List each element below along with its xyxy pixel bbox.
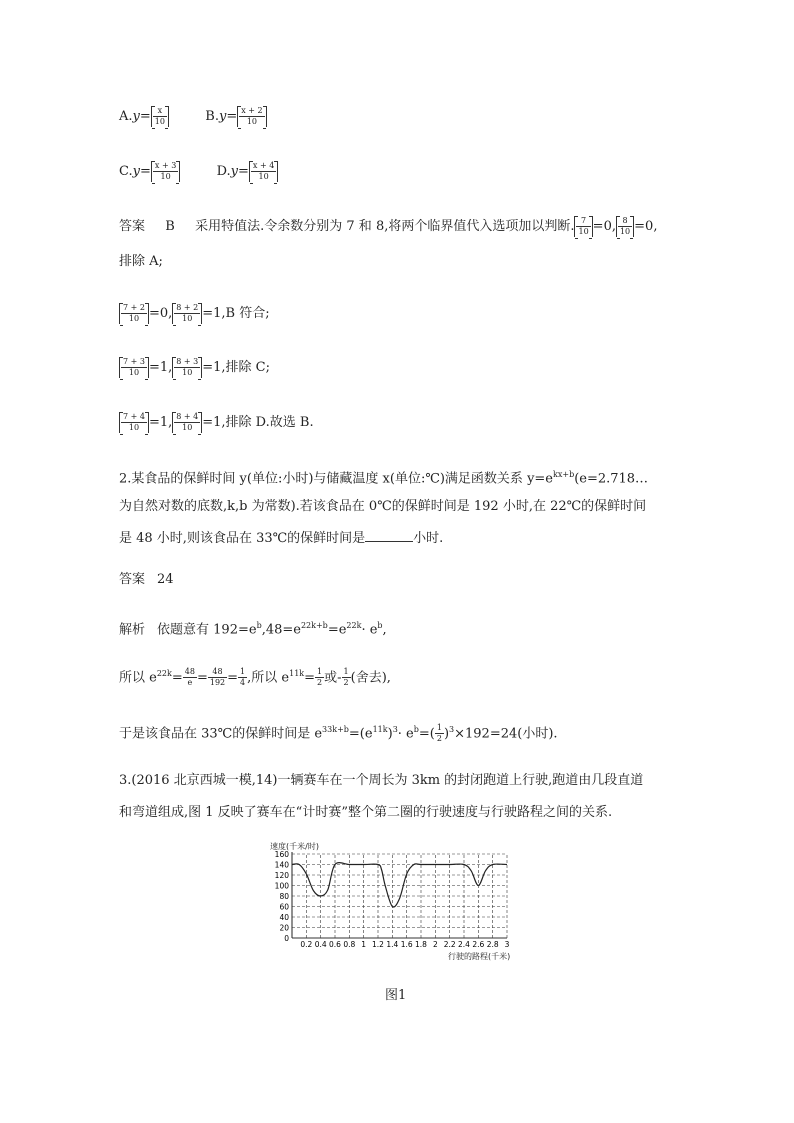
x-axis-label: 行驶的路程(千米) bbox=[448, 952, 511, 961]
answer-head: 答案 bbox=[119, 219, 146, 234]
answer-letter: B bbox=[165, 219, 175, 234]
q2-answer-value: 24 bbox=[157, 572, 174, 587]
x-tick-label: 2.6 bbox=[472, 940, 485, 949]
option-a-y: y bbox=[132, 109, 140, 124]
option-a-b-row: A.y= $\frac{x}{10}$ B.y= $\frac{x + 2}{10}$ bbox=[119, 106, 267, 127]
q2-solution-line2: 所以 $e^{22k}=$ $\frac{48}{e}$ = $\frac{48}{192}$ = $\frac{1}{4}$ ,所以 $e^{11k}=$ $\frac{1}{2}$ 或- $\frac{1}{2}$ (舍去), bbox=[119, 667, 391, 688]
y-tick-label: 160 bbox=[274, 850, 289, 859]
x-tick-label: 1.4 bbox=[386, 940, 399, 949]
option-c-label: C. bbox=[119, 164, 133, 179]
x-tick-label: 1 bbox=[361, 940, 367, 949]
check-d-line: $\frac{7 + 4}{10}$ =1, $\frac{8 + 4}{10}$ =1,排除 D.故选 B. bbox=[119, 412, 314, 433]
y-tick-label: 20 bbox=[279, 923, 289, 933]
option-a-floor: $\frac{x}{10}$ bbox=[151, 106, 169, 127]
answer-blank bbox=[365, 529, 413, 542]
answer-text: 采用特值法.令余数分别为 7 和 8,将两个临界值代入选项加以判断. bbox=[195, 219, 575, 234]
x-tick-label: 2.4 bbox=[458, 940, 470, 949]
option-d-label: D. bbox=[216, 164, 231, 179]
option-a-label: A. bbox=[119, 109, 133, 124]
q3-line2: 和弯道组成,图 1 反映了赛车在“计时赛”整个第二圈的行驶速度与行驶路程之间的关系. bbox=[119, 805, 613, 820]
y-tick-label: 100 bbox=[274, 881, 289, 891]
x-tick-label: 2.8 bbox=[486, 940, 499, 949]
exclude-a-line: 排除 A; bbox=[119, 254, 163, 269]
figure-caption: 图1 bbox=[385, 988, 407, 1003]
option-c-floor: $\frac{x + 3}{10}$ bbox=[151, 161, 180, 182]
speed-series-line bbox=[292, 863, 507, 907]
x-tick-label: 1.2 bbox=[372, 940, 384, 949]
q2-line2: 为自然对数的底数,k,b 为常数).若该食品在 0℃的保鲜时间是 192 小时,在 22℃的保鲜时间 bbox=[119, 499, 647, 514]
y-tick-label: 0 bbox=[284, 934, 289, 943]
option-c-d-row: C.y= $\frac{x + 3}{10}$ D.y= $\frac{x + 4}{10}$ bbox=[119, 161, 278, 182]
option-b-floor: $\frac{x + 2}{10}$ bbox=[237, 106, 266, 127]
x-tick-label: 2.2 bbox=[443, 940, 456, 949]
q2-solution-line1: 解析 依题意有 $192=e^b,48=e^{22k+b}=e^{22k}\cdot e^b$, bbox=[119, 621, 387, 638]
y-tick-labels bbox=[275, 850, 290, 943]
q1-answer-line: 答案 B 采用特值法.令余数分别为 7 和 8,将两个临界值代入选项加以判断. $\frac{7}{10}$ =0, $\frac{8}{10}$ =0, bbox=[119, 216, 658, 236]
x-tick-labels bbox=[300, 940, 509, 949]
x-tick-label: 0.8 bbox=[343, 940, 356, 949]
y-tick-label: 80 bbox=[279, 892, 289, 901]
x-tick-label: 0.6 bbox=[329, 940, 341, 949]
q2-line3: 是 48 小时,则该食品在 33℃的保鲜时间是 小时. bbox=[119, 531, 444, 546]
option-b-label: B. bbox=[205, 109, 219, 124]
y-tick-label: 60 bbox=[279, 902, 289, 912]
option-d-floor: $\frac{x + 4}{10}$ bbox=[249, 161, 278, 182]
y-tick-label: 40 bbox=[279, 913, 289, 922]
x-tick-label: 1.8 bbox=[415, 940, 427, 949]
q3-line1: 3.(2016 北京西城一模,14)一辆赛车在一个周长为 3km 的封闭跑道上行驶,跑道由几段直道 bbox=[119, 773, 644, 788]
speed-distance-chart bbox=[262, 838, 524, 964]
y-tick-label: 120 bbox=[274, 871, 289, 880]
x-tick-label: 0.2 bbox=[300, 940, 313, 949]
check-c-line: $\frac{7 + 3}{10}$ =1, $\frac{8 + 3}{10}$ =1,排除 C; bbox=[119, 357, 270, 378]
y-tick-label: 140 bbox=[274, 860, 289, 870]
x-tick-label: 3 bbox=[504, 940, 510, 949]
x-tick-label: 2 bbox=[432, 940, 438, 949]
check-b-line: $\frac{7 + 2}{10}$ =0, $\frac{8 + 2}{10}$ =1,B 符合; bbox=[119, 303, 270, 324]
q2-line1: 2.某食品的保鲜时间 y(单位:小时)与储藏温度 x(单位:℃)满足函数关系 $y=e^{kx+b}(e=2.718\dots$ bbox=[119, 470, 649, 487]
y-axis-label: 速度(千米/时) bbox=[270, 842, 319, 851]
q2-answer-line: 答案 24 bbox=[119, 572, 174, 587]
x-tick-label: 0.4 bbox=[314, 940, 327, 949]
x-tick-label: 1.6 bbox=[400, 940, 413, 949]
q2-solution-line3: 于是该食品在 33℃的保鲜时间是 $e^{33k+b}=(e^{11k})^3\cdot e^b=$( $\frac{1}{2}$ )$^3$×192=24(小时). bbox=[119, 723, 558, 744]
